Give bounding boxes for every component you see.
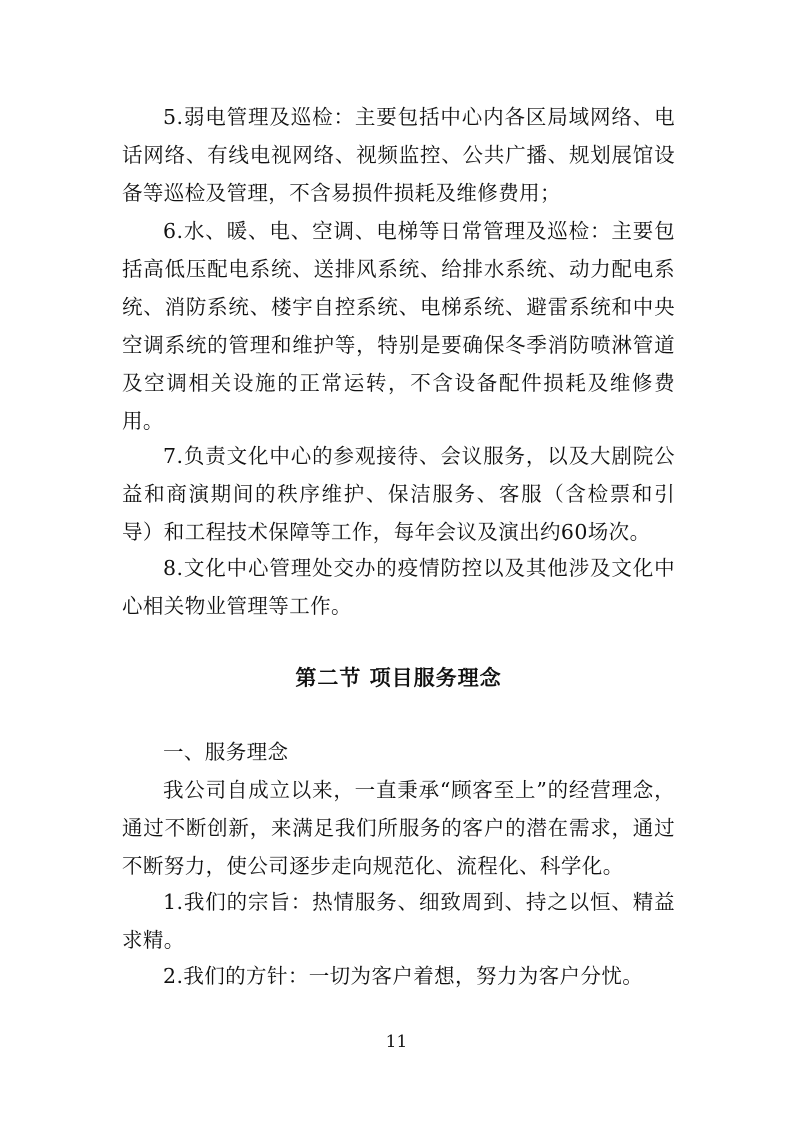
paragraph-utilities-management: 6.水、暖、电、空调、电梯等日常管理及巡检：主要包括高低压配电系统、送排风系统、给排水系统、动力配电系统、消防系统、楼宇自控系统、电梯系统、避雷系统和中央空调系统的管理和维护等，特别是要确保冬季消防喷淋管道及空调相关设施的正常运转，不含设备配件损耗及维修费用。 (122, 219, 675, 433)
subheading-service-philosophy: 一、服务理念 (163, 740, 289, 764)
page-number: 11 (385, 1032, 408, 1052)
paragraph-purpose: 1.我们的宗旨：热情服务、细致周到、持之以恒、精益求精。 (122, 890, 675, 952)
paragraph-reception-services: 7.负责文化中心的参观接待、会议服务，以及大剧院公益和商演期间的秩序维护、保洁服务、客服（含检票和引导）和工程技术保障等工作，每年会议及演出约60场次。 (122, 444, 675, 544)
paragraph-policy: 2.我们的方针：一切为客户着想，努力为客户分忧。 (163, 964, 644, 988)
paragraph-epidemic-control: 8.文化中心管理处交办的疫情防控以及其他涉及文化中心相关物业管理等工作。 (122, 556, 675, 618)
paragraph-company-philosophy: 我公司自成立以来，一直秉承“顾客至上”的经营理念，通过不断创新，来满足我们所服务的客户的潜在需求，通过不断努力，使公司逐步走向规范化、流程化、科学化。 (122, 778, 675, 878)
paragraph-weak-current-management: 5.弱电管理及巡检：主要包括中心内各区局域网络、电话网络、有线电视网络、视频监控、公共广播、规划展馆设备等巡检及管理，不含易损件损耗及维修费用； (122, 105, 675, 205)
section-heading: 第二节 项目服务理念 (295, 666, 502, 690)
